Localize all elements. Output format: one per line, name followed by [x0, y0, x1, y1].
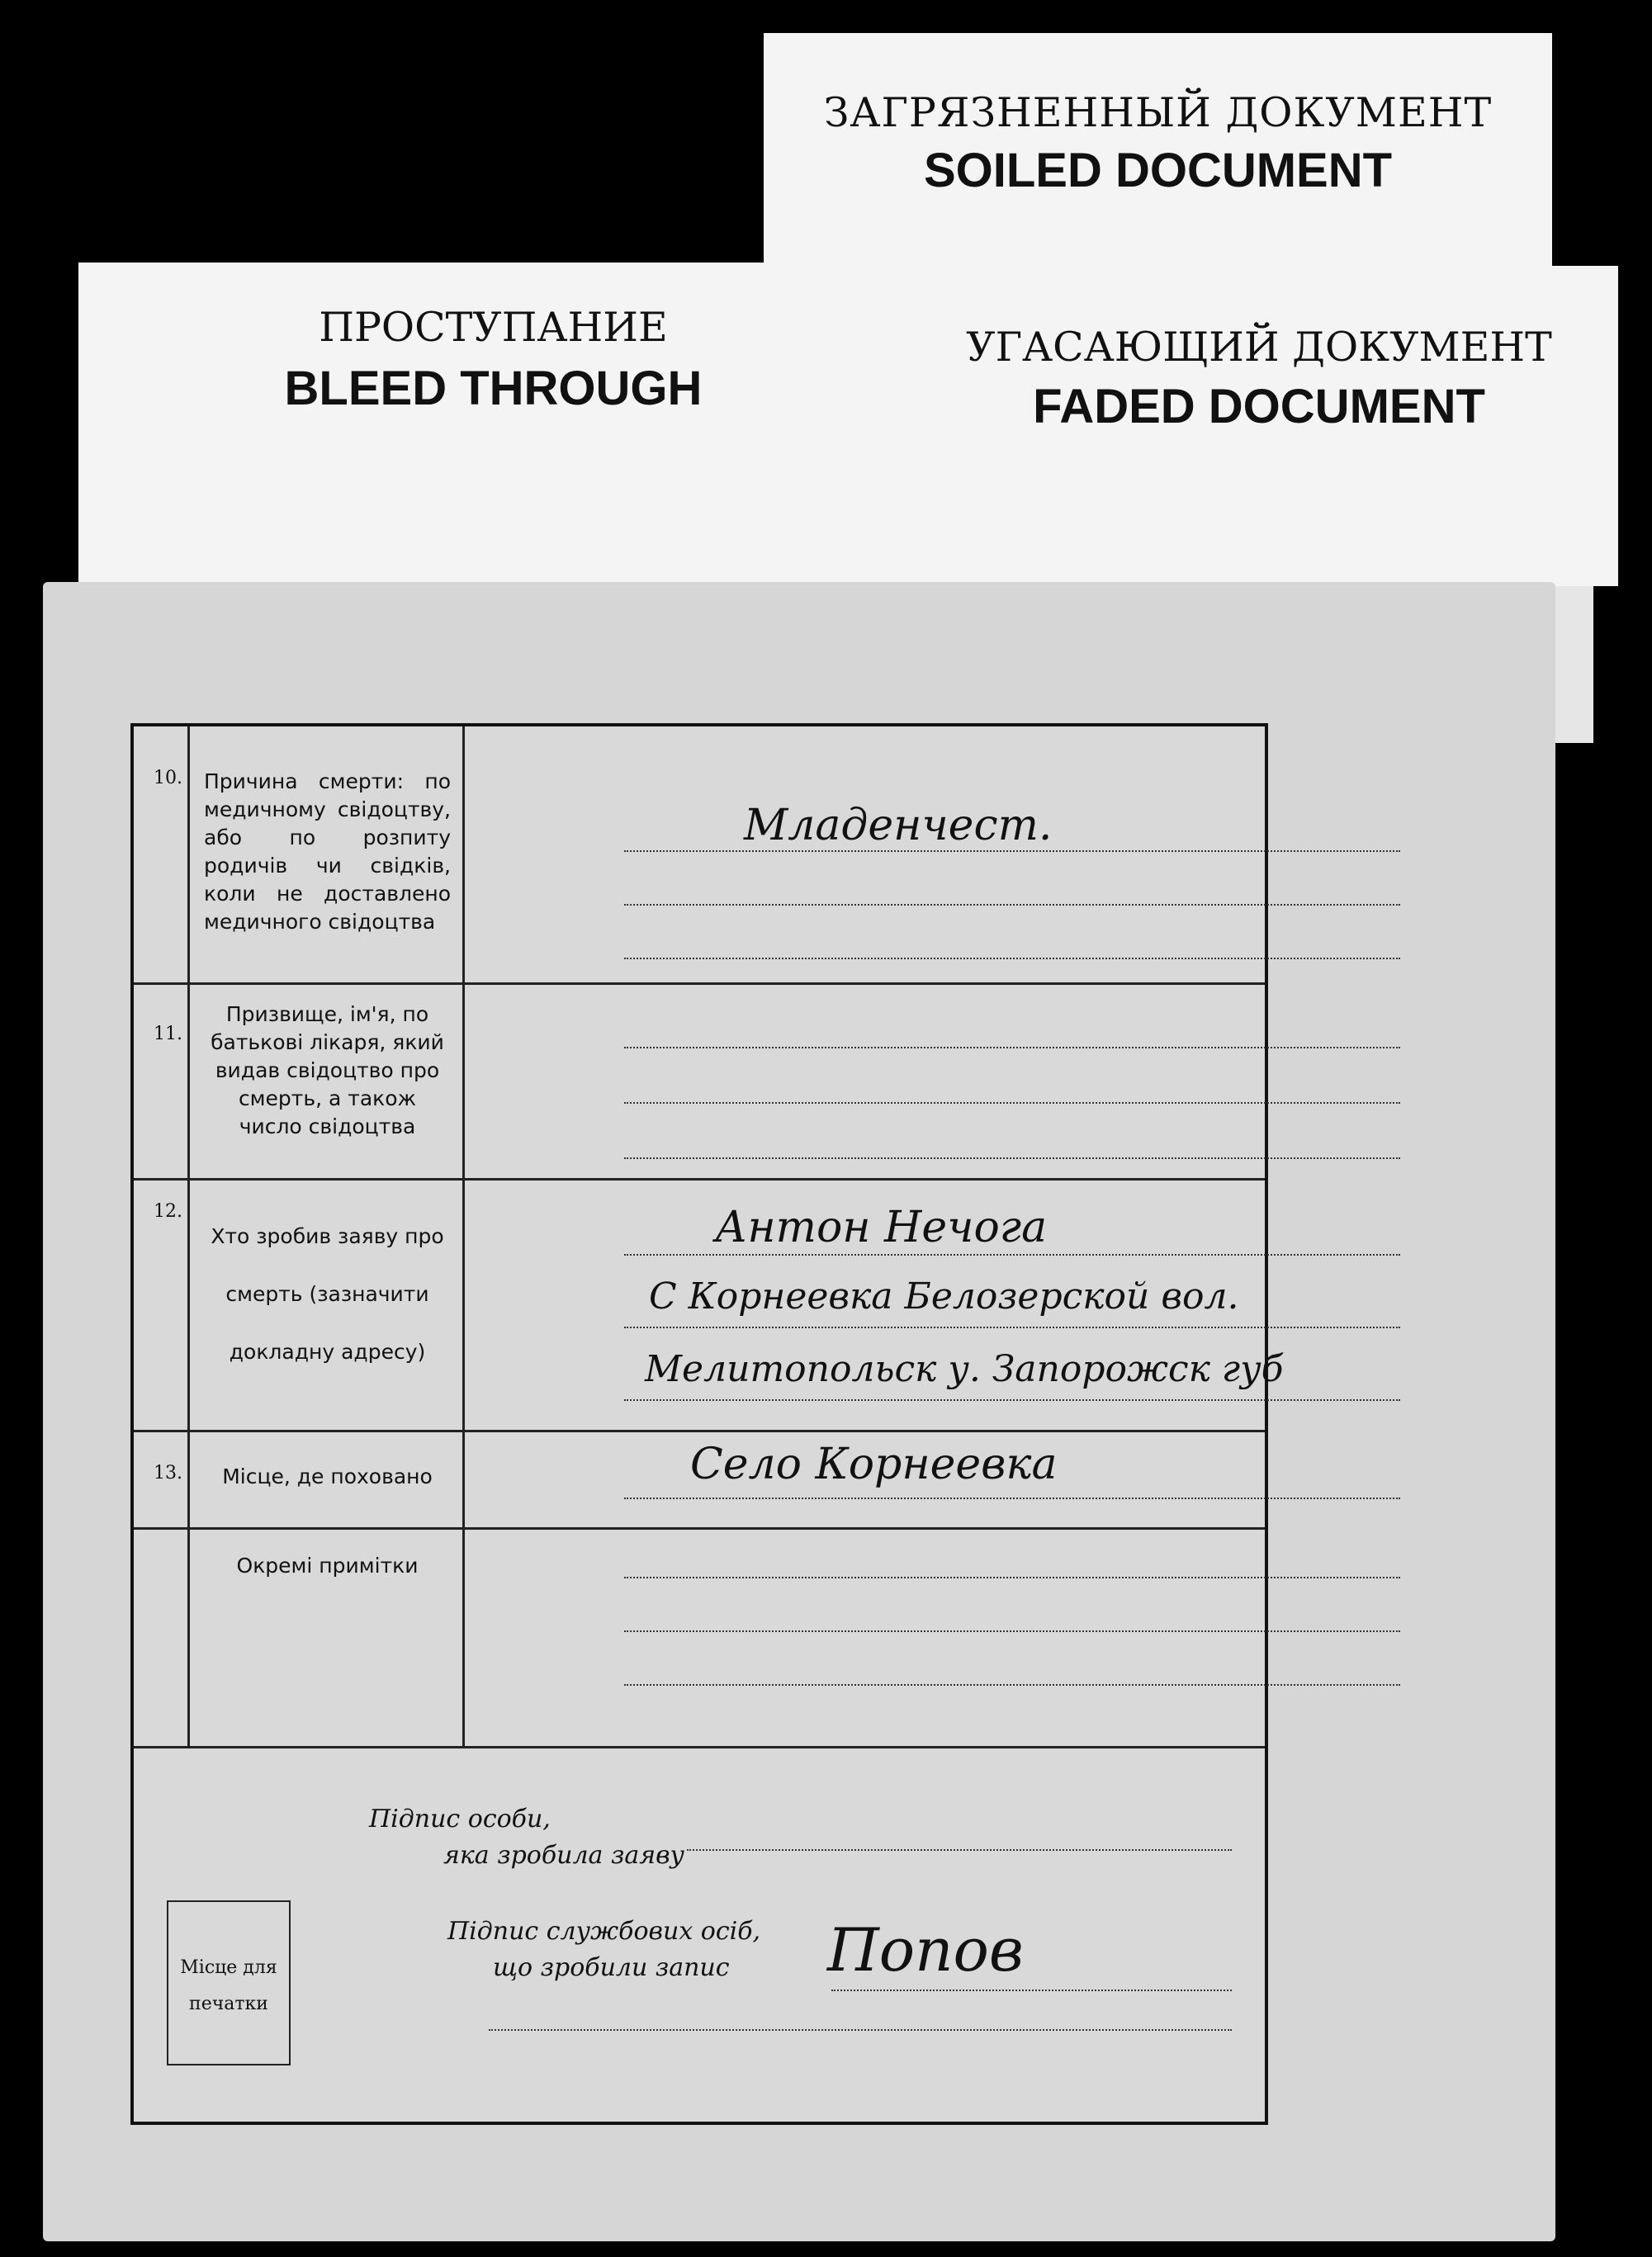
stamp-place-box [167, 1900, 291, 2065]
row-value [467, 1430, 1265, 1527]
sig-person-line1: Підпис особи, [369, 1805, 551, 1834]
row-value [467, 1527, 1265, 1746]
dotted-line [624, 1047, 1400, 1048]
sig-officials-line1: Підпис службових осіб, [447, 1917, 761, 1946]
row-label: Окремі примітки [192, 1527, 465, 1746]
dotted-line [624, 1630, 1400, 1632]
handwritten-cause: Младенчест. [744, 801, 1053, 850]
dotted-line [624, 1399, 1400, 1401]
official-signature: Попов [827, 1915, 1024, 1985]
row-number: 12. [134, 1178, 190, 1430]
soiled-label-en: SOILED DOCUMENT [923, 144, 1393, 197]
row-number: 13. [134, 1430, 190, 1527]
faded-label-ru: УГАСАЮЩИЙ ДОКУМЕНТ [966, 324, 1552, 371]
faded-label-en: FADED DOCUMENT [1033, 380, 1485, 433]
dotted-line [624, 1577, 1400, 1578]
row-value [467, 726, 1265, 982]
stamp-label-line2: печатки [189, 1994, 268, 2014]
dotted-line [624, 1498, 1400, 1499]
soiled-label-ru: ЗАГРЯЗНЕННЫЙ ДОКУМЕНТ [823, 89, 1493, 136]
dotted-line [624, 1684, 1400, 1686]
row-value [467, 1178, 1284, 1430]
form-row-12 [134, 1178, 1284, 1432]
dotted-line [624, 1327, 1400, 1328]
row-label: Хто зробив заяву про смерть (зазначити докладну адресу) [192, 1178, 465, 1430]
form-row-remarks [134, 1527, 1265, 1748]
row-number: 11. [134, 982, 190, 1178]
sig-officials-line2: що зробили запис [493, 1953, 730, 1982]
soiled-document-card [764, 33, 1552, 272]
signature-officials-line-2 [489, 2029, 1232, 2031]
dotted-line [624, 850, 1400, 852]
bleed-label-en: BLEED THROUGH [284, 362, 703, 415]
signature-person-line [687, 1849, 1232, 1851]
row-number: 10. [134, 726, 190, 982]
handwritten-declarant-line-1: Антон Нечога [715, 1203, 1048, 1252]
form-row-13 [134, 1430, 1265, 1530]
death-record-form [130, 723, 1284, 2125]
form-row-10 [134, 726, 1265, 985]
sig-person-line2: яка зробила заяву [443, 1841, 684, 1870]
bleed-label-ru: ПРОСТУПАНИЕ [319, 304, 668, 351]
dotted-line [624, 904, 1400, 906]
row-number [134, 1527, 190, 1746]
handwritten-burial-place: Село Корнеевка [690, 1440, 1058, 1489]
row-label: Призвище, ім'я, по батькові лікаря, який видав свідоцтво про смерть, а також число свідоцтва [192, 982, 465, 1178]
row-label: Причина смерти: по медичному свідоцтву, або по розпиту родичів чи свідків, коли не доставлено медичного свідоцтва [192, 726, 465, 982]
stamp-label-line1: Місце для [180, 1957, 277, 1978]
signature-person-label [282, 1801, 827, 1874]
form-row-11 [134, 982, 1265, 1181]
dotted-line [624, 1157, 1400, 1159]
row-label: Місце, де поховано [192, 1430, 465, 1527]
dotted-line [624, 958, 1400, 959]
row-value [467, 982, 1265, 1178]
handwritten-declarant-line-3: Мелитопольск у. Запорожск губ [645, 1348, 1284, 1390]
faded-document-card [900, 266, 1618, 586]
signature-officials-label [381, 1914, 844, 1986]
signature-officials-line [831, 1990, 1232, 1991]
dotted-line [624, 1102, 1400, 1104]
bleed-through-card [78, 263, 908, 593]
handwritten-declarant-line-2: С Корнеевка Белозерской вол. [649, 1275, 1239, 1318]
dotted-line [624, 1254, 1400, 1256]
